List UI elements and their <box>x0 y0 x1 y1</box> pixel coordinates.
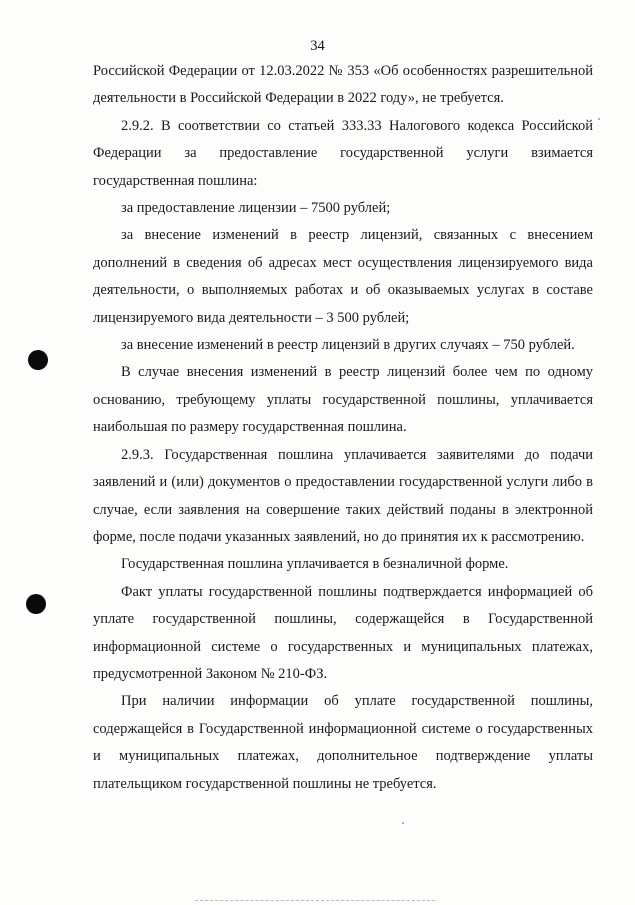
punch-hole <box>26 594 46 614</box>
scan-speck <box>598 118 600 120</box>
paragraph: В случае внесения изменений в реестр лицензий более чем по одному основанию, требующему уплаты государственной пошлины, уплачивается наибольшая по размеру государственная пошлина. <box>93 364 593 436</box>
paragraph: за внесение изменений в реестр лицензий в других случаях – 750 рублей. <box>121 337 575 354</box>
paragraph: за внесение изменений в реестр лицензий, связанных с внесением дополнений в сведения об адресах мест осуществления лицензируемого вида деятельности, о выполняемых работах и об оказываемых услугах в составе лицензируемого вида деятельности – 3 500 рублей; <box>93 227 593 326</box>
paragraph: Факт уплаты государственной пошлины подтверждается информацией об уплате государственной пошлины, содержащейся в Государственной информационной системе о государственных и муниципальных платежах, предусмотренной Законом № 210-ФЗ. <box>93 583 593 682</box>
page-number: 34 <box>310 38 325 54</box>
scan-artifact-line <box>195 900 435 902</box>
paragraph: При наличии информации об уплате государственной пошлины, содержащейся в Государственной информационной системе о государственных и муниципальных платежах, дополнительное подтверждение уплаты плательщиком государственной пошлины не требуется. <box>93 693 593 792</box>
paragraph: Российской Федерации от 12.03.2022 № 353 «Об особенностях разрешительной деятельности в Российской Федерации в 2022 году», не требуется. <box>93 63 593 107</box>
scan-speck <box>402 822 404 824</box>
paragraph: 2.9.2. В соответствии со статьей 333.33 Налогового кодекса Российской Федерации за предоставление государственной услуги взимается государственная пошлина: <box>93 117 593 189</box>
punch-hole <box>28 350 48 370</box>
paragraph: Государственная пошлина уплачивается в безналичной форме. <box>121 556 509 573</box>
paragraph: 2.9.3. Государственная пошлина уплачивается заявителями до подачи заявлений и (или) документов о предоставлении государственной услуги либо в случае, если заявления на совершение таких действий поданы в электронной форме, после подачи указанных заявлений, но до принятия их к рассмотрению. <box>93 446 593 545</box>
document-body <box>93 58 593 798</box>
paragraph: за предоставление лицензии – 7500 рублей; <box>121 200 391 217</box>
